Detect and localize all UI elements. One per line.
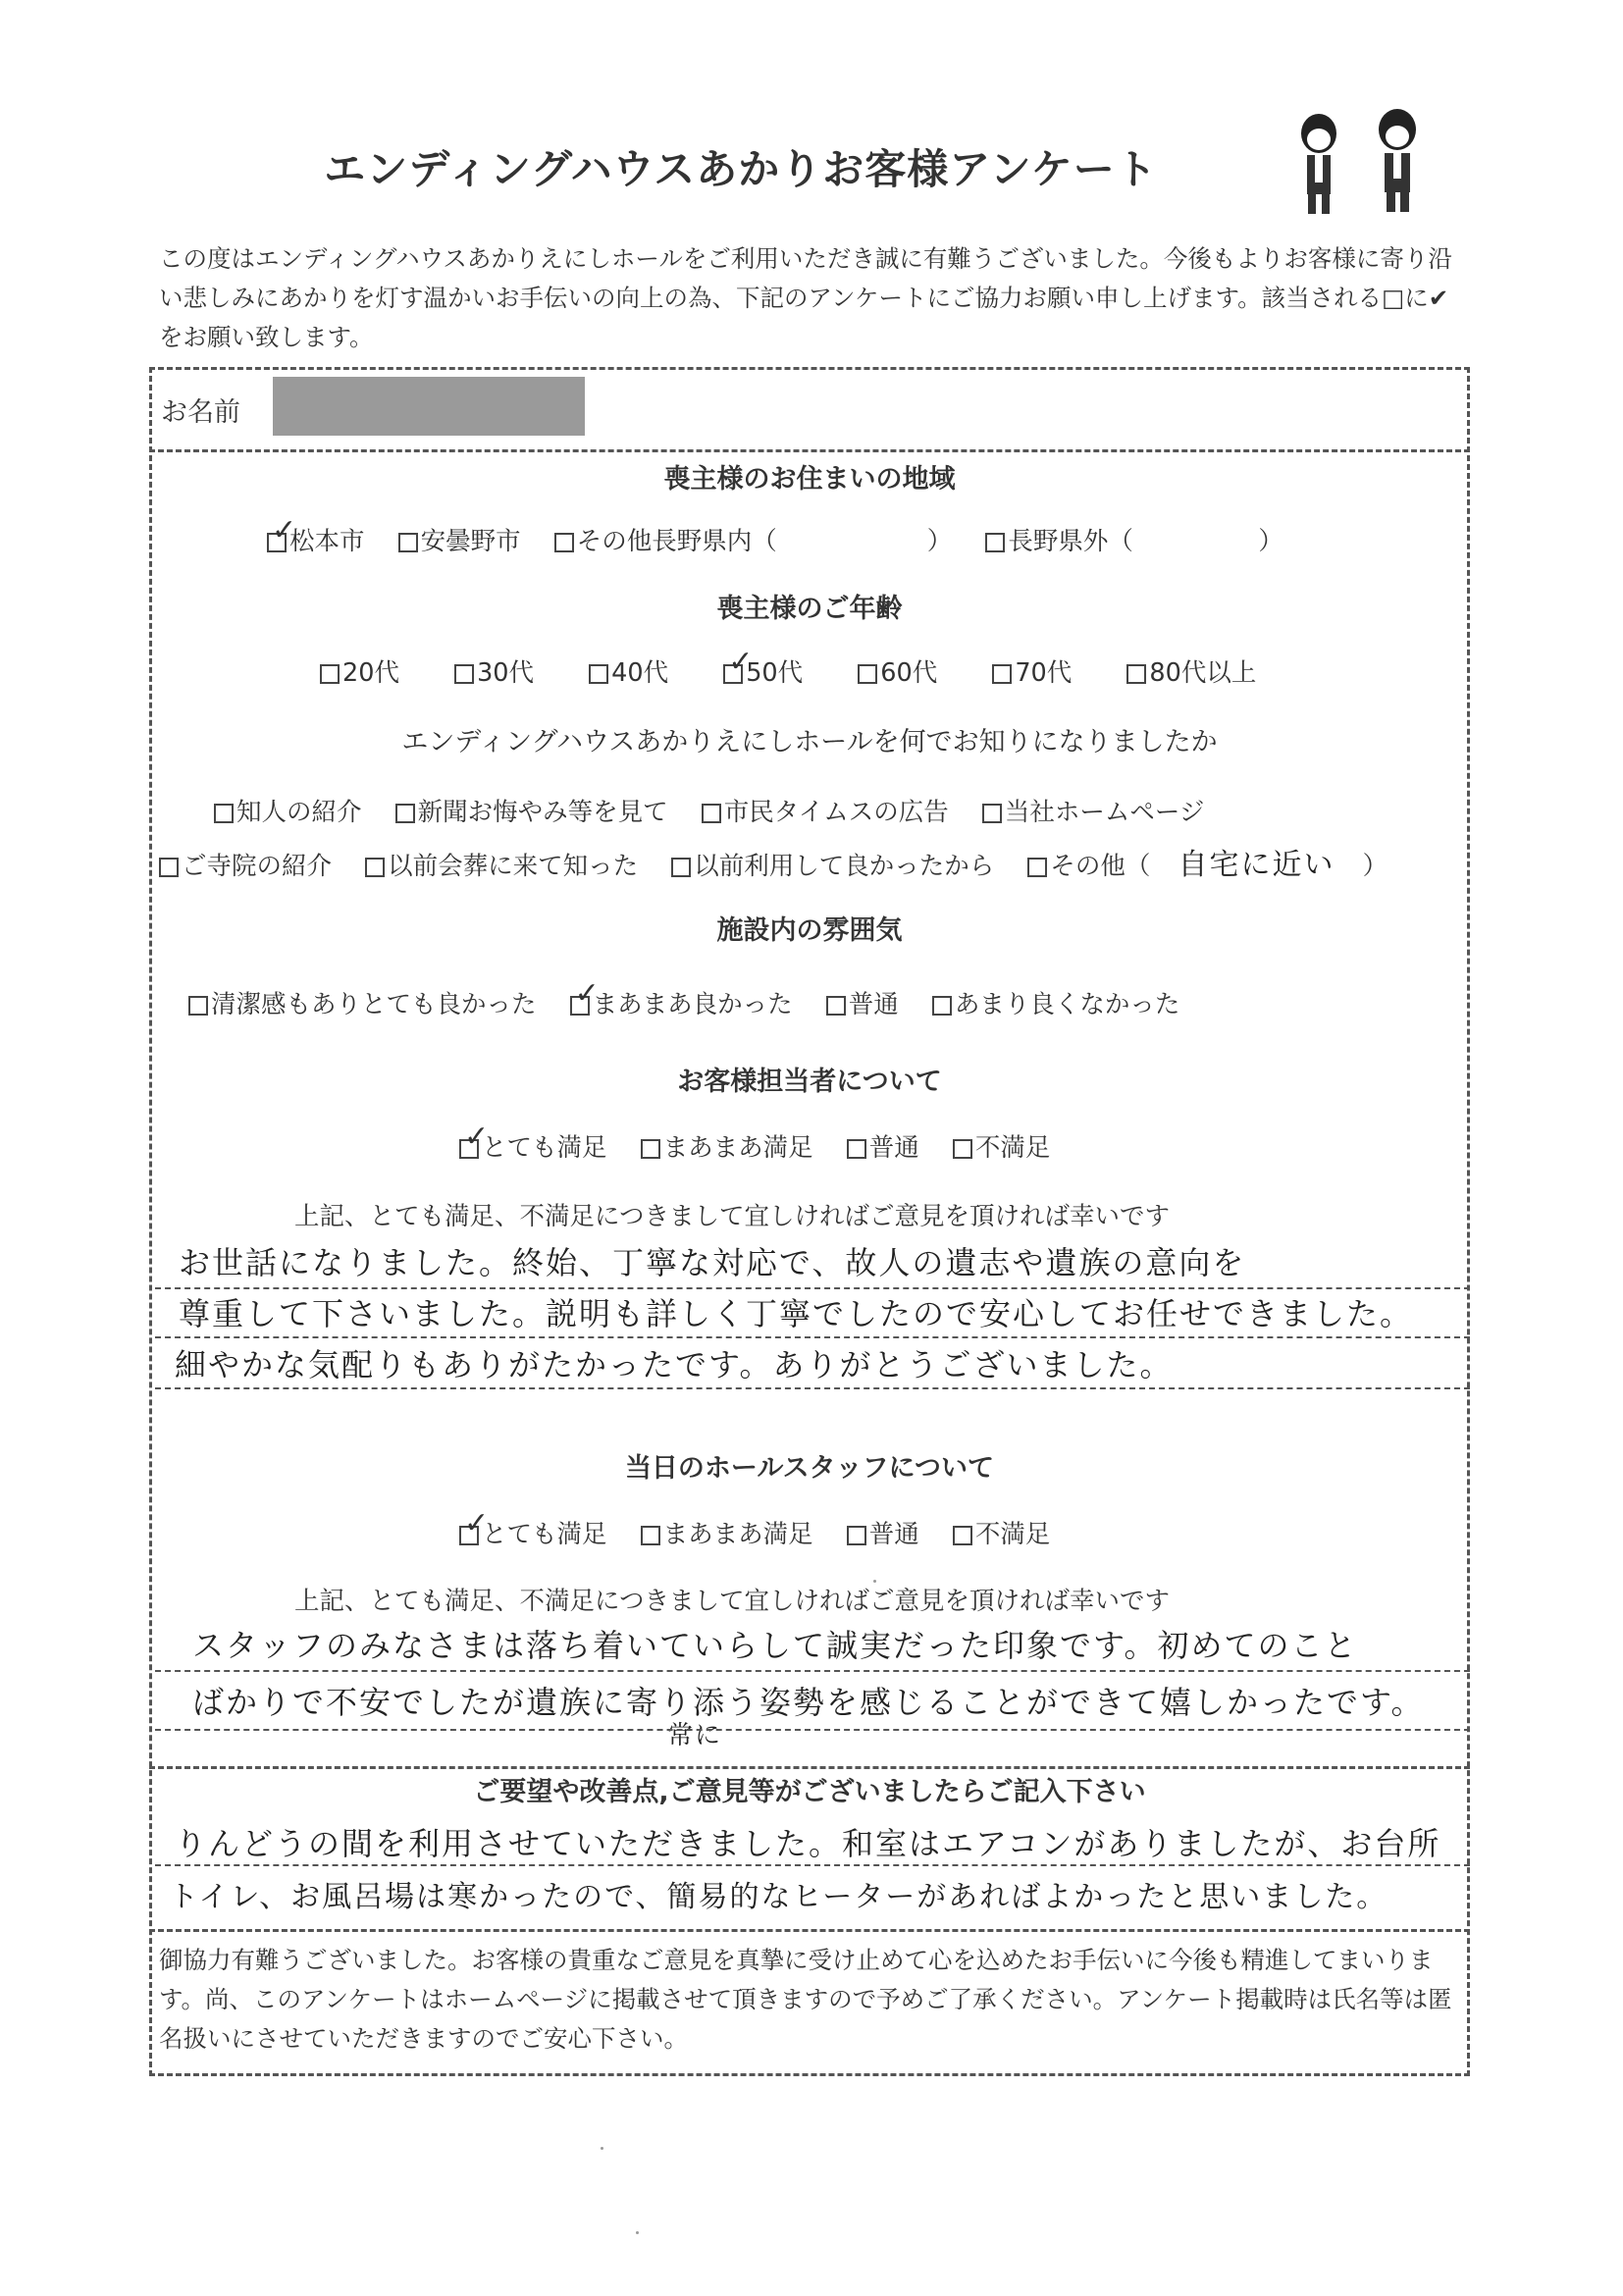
staff-illustration-icon <box>1372 106 1423 214</box>
section-title-source: エンディングハウスあかりえにしホールを何でお知りになりましたか <box>401 727 1218 757</box>
age-option[interactable]: 80代以上 <box>1126 658 1256 688</box>
checkbox[interactable] <box>847 1139 866 1159</box>
scan-speck <box>636 2231 639 2234</box>
checkbox[interactable] <box>459 1526 479 1545</box>
staff-option[interactable]: 普通 <box>847 1133 919 1163</box>
checkbox[interactable] <box>454 664 474 684</box>
staff-illustration-icon <box>1293 110 1344 218</box>
divider <box>155 1670 1470 1672</box>
checkbox[interactable] <box>188 996 208 1016</box>
divider <box>149 1929 1470 1932</box>
age-option[interactable]: 40代 <box>589 658 668 688</box>
checkbox[interactable] <box>982 804 1002 823</box>
age-option[interactable]: 20代 <box>320 658 399 688</box>
checkbox[interactable] <box>847 1526 866 1545</box>
checkbox[interactable] <box>395 804 415 823</box>
atmosphere-option[interactable]: あまり良くなかった <box>932 990 1180 1019</box>
region-option[interactable]: その他長野県内（ ） <box>554 527 953 556</box>
checkbox[interactable] <box>398 533 418 552</box>
page-title: エンディングハウスあかりお客様アンケート <box>324 145 1158 193</box>
hall-comment-line: スタッフのみなさまは落ち着いていらして誠実だった印象です。初めてのこと <box>192 1627 1358 1664</box>
checkbox[interactable] <box>365 858 385 877</box>
staff-prompt: 上記、とても満足、不満足につきまして宜しければご意見を頂ければ幸いです <box>294 1202 1170 1231</box>
source-options-row2: ご寺院の紹介 以前会葬に来て知った 以前利用して良かったから その他（ 自宅に近い ） <box>159 840 1387 883</box>
checkbox[interactable] <box>985 533 1005 552</box>
checkbox[interactable] <box>641 1526 660 1545</box>
source-option[interactable]: 当社ホームページ <box>982 798 1205 827</box>
hall-option[interactable]: まあまあ満足 <box>641 1520 813 1549</box>
atmosphere-option[interactable]: ✓ まあまあ良かった <box>570 990 793 1019</box>
name-redaction <box>273 377 585 436</box>
age-option[interactable]: 60代 <box>858 658 937 688</box>
region-options <box>267 522 1309 557</box>
closing-text: 御協力有難うございました。お客様の貴重なご意見を真摯に受け止めて心を込めたお手伝いに今後も精進してまいります。尚、このアンケートはホームページに掲載させて頂きますので予めご了承ください。アンケート掲載時は氏名等は匿名扱いにさせていただきますのでご安心下さい。 <box>159 1946 1452 2053</box>
atmosphere-option[interactable]: 清潔感もありとても良かった <box>188 990 537 1019</box>
hall-prompt: 上記、とても満足、不満足につきまして宜しければご意見を頂ければ幸いです <box>294 1587 1170 1616</box>
checkbox[interactable] <box>826 996 846 1016</box>
section-title-staff: お客様担当者について <box>677 1067 942 1097</box>
staff-comment-line: 尊重して下さいました。説明も詳しく丁寧でしたので安心してお任せできました。 <box>179 1295 1414 1332</box>
age-option[interactable]: 70代 <box>992 658 1072 688</box>
region-option[interactable]: 安曇野市 <box>398 527 521 556</box>
checkbox[interactable] <box>702 804 721 823</box>
scan-speck <box>601 2147 603 2150</box>
checkbox[interactable] <box>589 664 608 684</box>
atmosphere-options <box>188 985 1205 1020</box>
checkbox[interactable] <box>554 533 574 552</box>
staff-option[interactable]: 不満足 <box>953 1133 1051 1163</box>
checkbox[interactable] <box>858 664 877 684</box>
staff-comment-line: お世話になりました。終始、丁寧な対応で、故人の遺志や遺族の意向を <box>179 1244 1246 1281</box>
other-handwritten: 自宅に近い <box>1178 848 1335 882</box>
divider <box>155 1387 1470 1389</box>
source-option[interactable]: 知人の紹介 <box>214 798 362 827</box>
hall-option[interactable]: ✓とても満足 <box>459 1520 607 1549</box>
checkbox[interactable] <box>953 1139 972 1159</box>
region-option[interactable]: ✓松本市 <box>267 527 365 556</box>
checkbox[interactable] <box>992 664 1012 684</box>
requests-comment-line: トイレ、お風呂場は寒かったので、簡易的なヒーターがあればよかったと思いました。 <box>169 1880 1388 1914</box>
divider <box>155 1729 1470 1731</box>
source-option[interactable]: ご寺院の紹介 <box>159 852 332 881</box>
age-option[interactable]: ✓ 50代 <box>723 658 803 688</box>
source-option[interactable]: 新聞お悔やみ等を見て <box>395 798 668 827</box>
divider <box>149 1766 1470 1769</box>
divider <box>149 449 1470 452</box>
divider <box>155 1336 1470 1338</box>
staff-option[interactable]: ✓とても満足 <box>459 1133 607 1163</box>
requests-comment-line: りんどうの間を利用させていただきました。和室はエアコンがありましたが、お台所 <box>175 1825 1441 1862</box>
checkbox[interactable] <box>641 1139 660 1159</box>
atmosphere-option[interactable]: 普通 <box>826 990 899 1019</box>
checkbox[interactable] <box>159 858 179 877</box>
hall-option[interactable]: 普通 <box>847 1520 919 1549</box>
source-option[interactable]: 市民タイムスの広告 <box>702 798 949 827</box>
section-title-hall: 当日のホールスタッフについて <box>624 1453 995 1484</box>
hall-options <box>459 1515 1075 1550</box>
source-options-row1 <box>214 793 1230 828</box>
checkbox[interactable] <box>671 858 691 877</box>
scan-speck <box>873 1580 876 1583</box>
staff-options <box>459 1128 1075 1164</box>
intro-text: この度はエンディングハウスあかりえにしホールをご利用いただき誠に有難うございました。今後もよりお客様に寄り沿い悲しみにあかりを灯す温かいお手伝いの向上の為、下記のアンケートにご協力お願い申し上げます。該当される□に✔をお願い致します。 <box>159 244 1452 351</box>
checkbox[interactable] <box>723 664 743 684</box>
staff-comment-line: 細やかな気配りもありがたかったです。ありがとうございました。 <box>175 1346 1174 1383</box>
source-option[interactable]: 以前利用して良かったから <box>671 852 994 881</box>
checkbox[interactable] <box>932 996 952 1016</box>
age-options <box>320 653 1282 689</box>
section-title-age: 喪主様のご年齢 <box>716 594 903 624</box>
checkbox[interactable] <box>459 1139 479 1159</box>
checkbox[interactable] <box>570 996 590 1016</box>
section-title-region: 喪主様のお住まいの地域 <box>663 464 956 495</box>
hall-comment-line: ばかりで不安でしたが遺族に寄り添う姿勢を感じることができて嬉しかったです。 <box>192 1684 1425 1721</box>
hall-option[interactable]: 不満足 <box>953 1520 1051 1549</box>
hall-comment-insert: 常に <box>667 1721 723 1750</box>
checkbox[interactable] <box>1027 858 1047 877</box>
checkbox[interactable] <box>1126 664 1146 684</box>
checkbox[interactable] <box>953 1526 972 1545</box>
section-title-requests: ご要望や改善点,ご意見等がございましたらご記入下さい <box>473 1777 1146 1807</box>
name-label: お名前 <box>161 397 240 428</box>
age-option[interactable]: 30代 <box>454 658 534 688</box>
region-option[interactable]: 長野県外（ ） <box>985 527 1283 556</box>
checkbox[interactable] <box>320 664 340 684</box>
source-option[interactable]: 以前会葬に来て知った <box>365 852 638 881</box>
staff-option[interactable]: まあまあ満足 <box>641 1133 813 1163</box>
section-title-atmosphere: 施設内の雰囲気 <box>716 915 903 946</box>
divider <box>155 1864 1470 1866</box>
checkbox[interactable] <box>267 533 287 552</box>
source-option[interactable]: その他（ <box>1027 852 1150 881</box>
checkbox[interactable] <box>214 804 234 823</box>
